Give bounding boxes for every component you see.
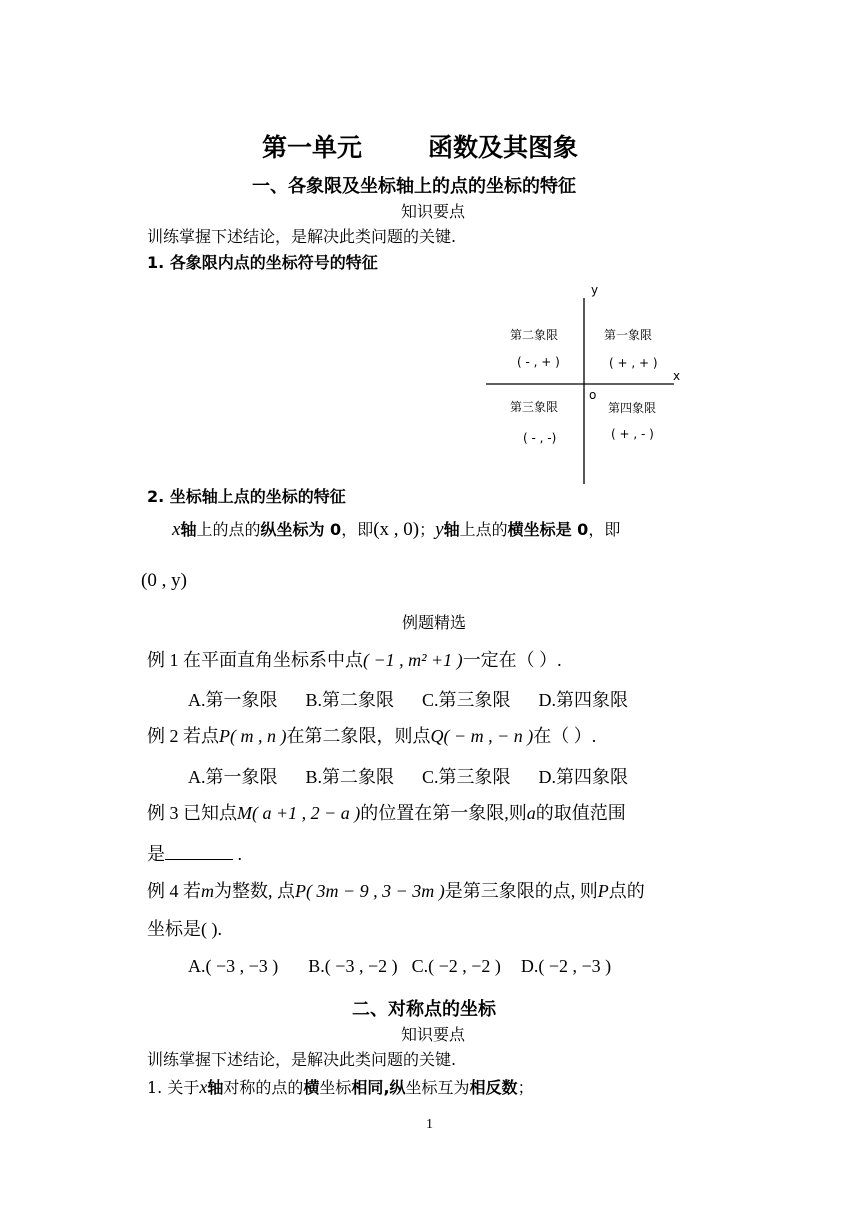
ex1-suffix: 一定在（ ）.: [462, 650, 562, 670]
ex2-mid: 在第二象限，则点: [286, 726, 431, 746]
ex1-option-d[interactable]: D.第四象限: [538, 690, 629, 710]
ex4-mid2: 是第三象限的点, 则: [444, 881, 598, 901]
ex3-line2: [147, 840, 242, 866]
ex3-mid: 的位置在第一象限,则: [360, 803, 527, 823]
q2-sign: ( - , + ): [517, 355, 560, 369]
rule1-zong: 纵: [389, 1078, 406, 1097]
rule1-mid1: 对称的点的: [223, 1078, 304, 1097]
q4-name: 第四象限: [608, 401, 657, 415]
y-axis-label: y: [591, 283, 599, 297]
ex1-options: [188, 686, 628, 712]
ex4-option-c[interactable]: C.( −2 , −2 ): [411, 956, 501, 976]
page-title: [262, 128, 578, 164]
page-number: 1: [426, 1117, 433, 1132]
ie-text-1: ，即: [341, 520, 374, 539]
ex4-option-b[interactable]: B.( −3 , −2 ): [308, 956, 398, 976]
q2-name: 第二象限: [510, 328, 559, 342]
example-1: [147, 646, 562, 672]
rule1-prefix: 1. 关于: [147, 1078, 200, 1097]
example-2: [147, 722, 596, 748]
y-axis-point: (0 , y): [141, 570, 187, 591]
origin-label: o: [589, 388, 597, 402]
x-var: x: [172, 519, 181, 540]
rule1-mid2: 坐标: [319, 1078, 352, 1097]
rule1-axis: 轴: [207, 1078, 224, 1097]
axis-points-line: [172, 517, 620, 541]
ex4-prefix: 例 4 若: [147, 881, 201, 901]
ex3-line2-suffix: .: [233, 844, 242, 864]
example-4: [147, 877, 645, 903]
ex3-suffix: 的取值范围: [535, 803, 626, 823]
section1-subheading: 知识要点: [401, 202, 466, 221]
ex4-var-p: P: [597, 881, 609, 901]
abscissa-zero: 横坐标是 0: [507, 520, 589, 539]
ex4-options: [188, 956, 611, 977]
q3-sign: ( - , -): [523, 431, 557, 445]
x-axis-word: 轴: [180, 520, 197, 539]
q1-name: 第一象限: [604, 328, 653, 342]
section1-item2: 2. 坐标轴上点的坐标的特征: [147, 487, 346, 506]
title-part2: 函数及其图象: [428, 133, 579, 162]
ex2-option-b[interactable]: B.第二象限: [305, 767, 395, 787]
ex4-var-m: m: [201, 881, 214, 901]
example-3: [147, 799, 626, 825]
ex2-prefix: 例 2 若点: [147, 726, 219, 746]
rule1-opp: 相反数: [469, 1078, 518, 1097]
q4-sign: ( + , - ): [611, 427, 654, 441]
ex3-prefix: 例 3 已知点: [147, 803, 237, 823]
section1-intro: 训练掌握下述结论，是解决此类问题的关键.: [147, 227, 457, 246]
on-point-text-2: 上点的: [459, 520, 508, 539]
q1-sign: ( + , + ): [609, 356, 658, 370]
x-axis-label: x: [673, 369, 681, 383]
y-var: y: [435, 519, 444, 540]
rule1-mid3: 坐标互为: [405, 1078, 470, 1097]
section2-rule1: [147, 1075, 534, 1098]
ex2-option-c[interactable]: C.第三象限: [422, 767, 511, 787]
semicolon: ；: [419, 520, 436, 539]
ex3-line2-prefix: 是: [147, 844, 165, 864]
quadrant-diagram: [480, 280, 690, 490]
ex2-point-p: P( m , n ): [219, 726, 287, 746]
ex1-option-b[interactable]: B.第二象限: [305, 690, 395, 710]
ex4-line2: 坐标是( ).: [147, 919, 222, 939]
ex1-option-c[interactable]: C.第三象限: [422, 690, 511, 710]
ex2-option-d[interactable]: D.第四象限: [538, 767, 629, 787]
section2-subheading: 知识要点: [401, 1025, 466, 1044]
on-point-text: 上的点的: [196, 520, 261, 539]
rule1-same: 相同: [351, 1078, 384, 1097]
section1-heading: 一、各象限及坐标轴上的点的坐标的特征: [252, 176, 576, 197]
section1-item1: 1. 各象限内点的坐标符号的特征: [147, 253, 378, 272]
rule1-comma: ,: [383, 1078, 390, 1097]
ex3-point-m: M( a +1 , 2 − a ): [237, 803, 361, 823]
examples-heading: 例题精选: [402, 613, 467, 632]
ex4-suffix: 点的: [608, 881, 645, 901]
ex4-option-a[interactable]: A.( −3 , −3 ): [188, 956, 279, 976]
ex1-prefix: 例 1 在平面直角坐标系中点: [147, 650, 363, 670]
y-axis-word: 轴: [443, 520, 460, 539]
ex1-point: ( −1 , m² +1 ): [363, 650, 463, 670]
ex2-suffix: 在（ ）.: [533, 726, 597, 746]
ex4-point-p: P( 3m − 9 , 3 − 3m ): [295, 881, 445, 901]
ie-text-2: ，即: [588, 520, 621, 539]
rule1-end: ；: [517, 1078, 534, 1097]
ex3-var-a: a: [526, 803, 536, 823]
ex3-answer-blank[interactable]: [165, 841, 233, 860]
rule1-heng: 横: [303, 1078, 320, 1097]
ex4-mid1: 为整数, 点: [214, 881, 295, 901]
ex1-option-a[interactable]: A.第一象限: [188, 690, 278, 710]
rule1-x-var: x: [199, 1077, 208, 1097]
ex4-option-d[interactable]: D.( −2 , −3 ): [520, 956, 612, 976]
ex2-options: [188, 763, 628, 789]
section2-intro: 训练掌握下述结论，是解决此类问题的关键.: [147, 1050, 457, 1069]
x-axis-point: (x , 0): [373, 519, 420, 540]
ordinate-zero: 纵坐标为 0: [260, 520, 342, 539]
ex2-point-q: Q( − m , − n ): [430, 726, 534, 746]
q3-name: 第三象限: [510, 400, 559, 414]
section2-heading: 二、对称点的坐标: [352, 999, 496, 1020]
title-part1: 第一单元: [262, 133, 363, 162]
ex2-option-a[interactable]: A.第一象限: [188, 767, 278, 787]
